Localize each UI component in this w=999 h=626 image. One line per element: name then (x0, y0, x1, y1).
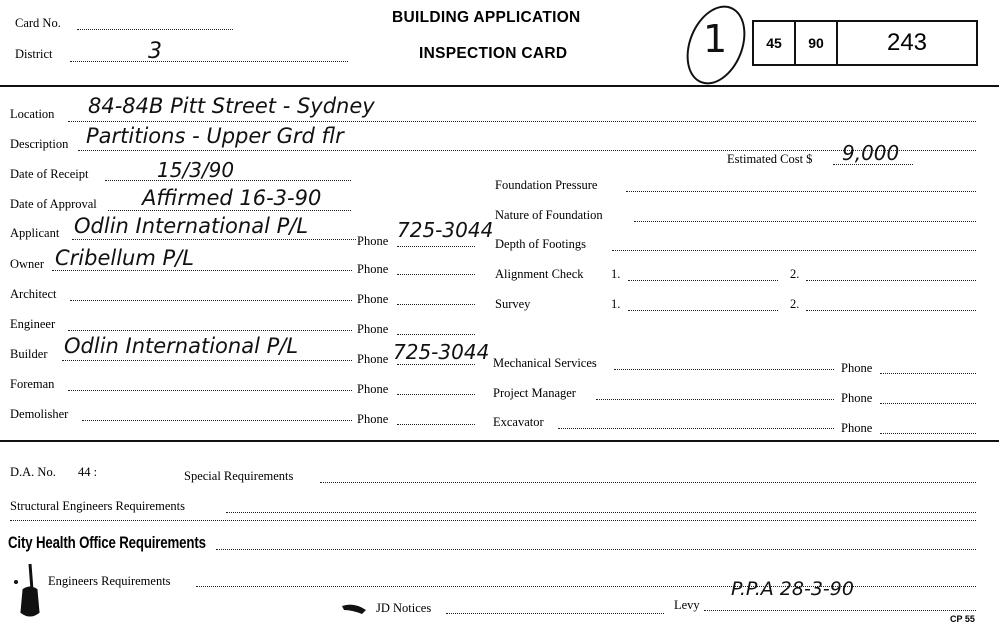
location-field[interactable] (68, 121, 976, 122)
excavator-phone-field[interactable] (880, 433, 976, 434)
district-value: 3 (148, 39, 162, 64)
survey-item-2-label: 2. (790, 297, 800, 311)
nature-foundation-field[interactable] (634, 221, 976, 222)
depth-footings-field[interactable] (612, 250, 976, 251)
owner-value: Cribellum P/L (55, 246, 194, 270)
applicant-phone-value: 725-3044 (397, 218, 494, 242)
builder-phone-field[interactable] (397, 364, 475, 365)
demolisher-field[interactable] (82, 420, 352, 421)
engineers-requirements-label: Engineers Requirements (48, 574, 171, 588)
health-requirements-label: City Health Office Requirements (8, 533, 206, 552)
location-label: Location (10, 107, 55, 121)
project-manager-field[interactable] (596, 399, 834, 400)
circled-number: 1 (703, 17, 728, 61)
alignment-field-1[interactable] (628, 280, 778, 281)
depth-footings-label: Depth of Footings (495, 237, 586, 251)
date-receipt-value: 15/3/90 (157, 158, 235, 182)
card-no-field[interactable] (77, 29, 233, 30)
foundation-pressure-label: Foundation Pressure (495, 178, 598, 192)
structural-requirements-line-2[interactable] (10, 520, 976, 521)
engineer-phone-field[interactable] (397, 334, 475, 335)
da-no-value: 44 : (78, 465, 98, 479)
survey-item-1-label: 1. (611, 297, 621, 311)
levy-value: P.P.A 28-3-90 (731, 578, 854, 600)
engineer-phone-label: Phone (357, 322, 389, 336)
date-approval-value: Affirmed 16-3-90 (142, 186, 322, 210)
special-requirements-field[interactable] (320, 482, 976, 483)
form-title-line1: BUILDING APPLICATION (392, 9, 581, 26)
health-requirements-field[interactable] (216, 549, 976, 550)
date-approval-field[interactable] (108, 210, 351, 211)
estimated-cost-value: 9,000 (842, 141, 900, 165)
code-box-3: 243 (836, 20, 978, 66)
applicant-value: Odlin International P/L (74, 214, 309, 238)
card-no-label: Card No. (15, 16, 61, 30)
alignment-item-1-label: 1. (611, 267, 621, 281)
applicant-field[interactable] (72, 239, 356, 240)
header-divider (0, 85, 999, 87)
special-requirements-label: Special Requirements (184, 469, 294, 483)
da-no-label: D.A. No. (10, 465, 56, 479)
architect-phone-label: Phone (357, 292, 389, 306)
architect-phone-field[interactable] (397, 304, 475, 305)
applicant-label: Applicant (10, 226, 60, 240)
district-label: District (15, 47, 53, 61)
district-field[interactable] (70, 61, 348, 62)
project-manager-phone-label: Phone (841, 391, 873, 405)
foreman-phone-field[interactable] (397, 394, 475, 395)
location-value: 84-84B Pitt Street - Sydney (88, 94, 375, 118)
mechanical-phone-label: Phone (841, 361, 873, 375)
foreman-label: Foreman (10, 377, 55, 391)
architect-field[interactable] (70, 300, 352, 301)
engineer-field[interactable] (68, 330, 352, 331)
applicant-phone-label: Phone (357, 234, 389, 248)
builder-phone-value: 725-3044 (393, 340, 490, 364)
excavator-field[interactable] (558, 428, 834, 429)
binding-clip-mark (10, 560, 50, 626)
foreman-field[interactable] (68, 390, 352, 391)
notices-label: JD Notices (376, 601, 432, 615)
form-code: CP 55 (950, 614, 975, 624)
structural-requirements-field[interactable] (226, 512, 976, 513)
description-value: Partitions - Upper Grd flr (86, 124, 344, 148)
levy-label: Levy (674, 598, 700, 612)
form-title-line2: INSPECTION CARD (419, 45, 568, 62)
demolisher-phone-label: Phone (357, 412, 389, 426)
ink-smudge-mark (340, 600, 370, 616)
demolisher-label: Demolisher (10, 407, 69, 421)
date-receipt-label: Date of Receipt (10, 167, 89, 181)
nature-foundation-label: Nature of Foundation (495, 208, 603, 222)
mechanical-label: Mechanical Services (493, 356, 597, 370)
foreman-phone-label: Phone (357, 382, 389, 396)
demolisher-phone-field[interactable] (397, 424, 475, 425)
mechanical-phone-field[interactable] (880, 373, 976, 374)
builder-phone-label: Phone (357, 352, 389, 366)
project-manager-phone-field[interactable] (880, 403, 976, 404)
structural-requirements-label: Structural Engineers Requirements (10, 499, 185, 513)
survey-label: Survey (495, 297, 531, 311)
foundation-pressure-field[interactable] (626, 191, 976, 192)
owner-label: Owner (10, 257, 45, 271)
engineer-label: Engineer (10, 317, 56, 331)
owner-phone-label: Phone (357, 262, 389, 276)
owner-field[interactable] (52, 270, 352, 271)
owner-phone-field[interactable] (397, 274, 475, 275)
estimated-cost-label: Estimated Cost $ (727, 152, 813, 166)
levy-field[interactable] (704, 610, 976, 611)
excavator-phone-label: Phone (841, 421, 873, 435)
builder-label: Builder (10, 347, 48, 361)
builder-field[interactable] (62, 360, 352, 361)
survey-field-1[interactable] (628, 310, 778, 311)
description-label: Description (10, 137, 69, 151)
section-divider (0, 440, 999, 442)
builder-value: Odlin International P/L (64, 334, 299, 358)
code-box-2: 90 (794, 20, 838, 66)
excavator-label: Excavator (493, 415, 544, 429)
code-box-1: 45 (752, 20, 796, 66)
engineers-requirements-field[interactable] (196, 586, 976, 587)
applicant-phone-field[interactable] (397, 246, 475, 247)
survey-field-2[interactable] (806, 310, 976, 311)
architect-label: Architect (10, 287, 57, 301)
alignment-check-label: Alignment Check (495, 267, 584, 281)
notices-field[interactable] (446, 613, 664, 614)
alignment-field-2[interactable] (806, 280, 976, 281)
project-manager-label: Project Manager (493, 386, 576, 400)
mechanical-field[interactable] (614, 369, 834, 370)
alignment-item-2-label: 2. (790, 267, 800, 281)
date-approval-label: Date of Approval (10, 197, 97, 211)
